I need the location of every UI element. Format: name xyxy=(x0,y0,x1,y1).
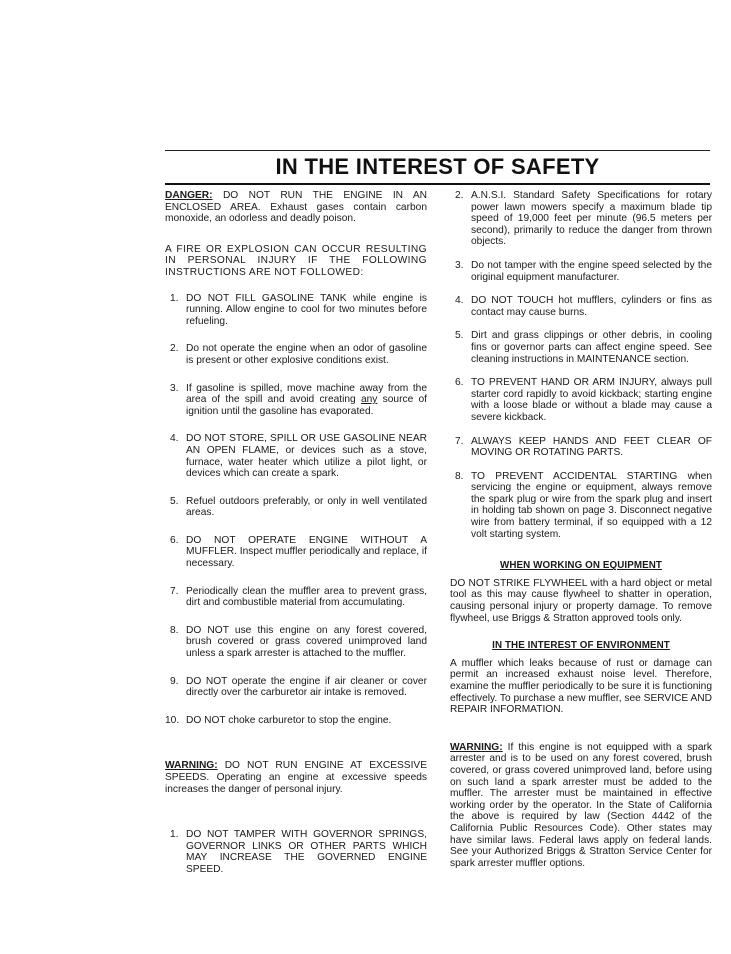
warning-label: WARNING: xyxy=(450,741,503,753)
environment-heading: IN THE INTEREST OF ENVIRONMENT xyxy=(492,640,670,652)
list-item: 2. A.N.S.I. Standard Safety Specifications for rotary power lawn mowers specify a maximum blade tip speed of 19,000 feet per minute (96.5 meters per second), primarily to reduce the danger from thrown objects. xyxy=(455,190,712,248)
list-item: 1. DO NOT FILL GASOLINE TANK while engine is running. Allow engine to cool for two minutes before refueling. xyxy=(170,292,427,327)
list-item: 9. DO NOT operate the engine if air cleaner or cover directly over the carburetor air intake is removed. xyxy=(170,675,427,699)
list-item: 4. DO NOT TOUCH hot mufflers, cylinders or fins as contact may cause burns. xyxy=(455,295,712,318)
warning-text: If this engine is not equipped with a spark arrester and is to be used on any forest covered, brush covered, or grass covered unimproved land, before using on such land a spark arrester must be added to the muffler. The arrester must be maintained in effective working order by the operator. In the State of California the above is required by law (Section 4442 of the California Public Resources Code). Other states may have similar laws. Federal laws apply on federal lands. See your Authorized Briggs & Stratton Service Center for spark arrester muffler options. xyxy=(450,741,712,869)
list-item: 7. ALWAYS KEEP HANDS AND FEET CLEAR OF MOVING OR ROTATING PARTS. xyxy=(455,435,712,459)
list-item: 5. Dirt and grass clippings or other debris, in cooling fins or governor parts can affect engine speed. See cleaning instructions in MAINTENANCE section. xyxy=(455,330,712,365)
safety-list-continued xyxy=(450,190,712,540)
governor-item: 1. DO NOT TAMPER WITH GOVERNOR SPRINGS, GOVERNOR LINKS OR OTHER PARTS WHICH MAY INCREASE THE GOVERNED ENGINE SPEED. xyxy=(170,829,427,875)
list-item: 8. DO NOT use this engine on any forest covered, brush covered or grass covered unimproved land unless a spark arrester is attached to the muffler. xyxy=(170,624,427,660)
list-item: 5. Refuel outdoors preferably, or only in well ventilated areas. xyxy=(170,495,427,519)
list-item: 3. If gasoline is spilled, move machine away from the area of the spill and avoid creating any source of ignition until the gasoline has evaporated. xyxy=(170,382,427,417)
warning-label: WARNING: xyxy=(165,760,218,772)
list-item: 7. Periodically clean the muffler area to prevent grass, dirt and combustible material from accumulating. xyxy=(170,585,427,609)
title-rule-top xyxy=(165,150,710,151)
list-item: 6. TO PREVENT HAND OR ARM INJURY, always pull starter cord rapidly to avoid kickback; starting engine with a loose blade or without a blade may cause a severe kickback. xyxy=(455,377,712,423)
list-item: 3. Do not tamper with the engine speed selected by the original equipment manufacturer. xyxy=(455,259,712,283)
danger-text: DO NOT RUN THE ENGINE IN AN ENCLOSED AREA. Exhaust gases contain carbon monoxide, an odorless and deadly poison. xyxy=(165,190,427,225)
page-title: IN THE INTEREST OF SAFETY xyxy=(275,154,600,179)
equipment-heading: WHEN WORKING ON EQUIPMENT xyxy=(500,560,662,572)
fire-warning-paragraph: A FIRE OR EXPLOSION CAN OCCUR RESULTING IN PERSONAL INJURY IF THE FOLLOWING INSTRUCTIONS ARE NOT FOLLOWED: xyxy=(165,243,427,278)
list-item: 10. DO NOT choke carburetor to stop the engine. xyxy=(165,714,392,726)
speed-warning-paragraph xyxy=(165,760,427,795)
list-item: 2. Do not operate the engine when an odor of gasoline is present or other explosive conditions exist. xyxy=(170,343,427,366)
title-rule-bottom xyxy=(165,183,710,185)
danger-label: DANGER: xyxy=(165,190,213,201)
spark-arrester-warning-paragraph xyxy=(450,742,712,870)
environment-paragraph: A muffler which leaks because of rust or damage can permit an increased exhaust noise level. Therefore, examine the muffler periodically to be sure it is functioning effectively. To purchase a new muffler, see SERVICE AND REPAIR INFORMATION. xyxy=(450,657,712,716)
right-column xyxy=(450,190,712,869)
left-column xyxy=(165,190,427,876)
list-item: 8. TO PREVENT ACCIDENTAL STARTING when servicing the engine or equipment, always remove the spark plug or wire from the spark plug and insert in holding tab shown on page 3. Disconnect negative wire from battery terminal, if so equipped with a 12 volt starting system. xyxy=(455,470,712,540)
list-item: 6. DO NOT OPERATE ENGINE WITHOUT A MUFFLER. Inspect muffler periodically and replace, if necessary. xyxy=(170,534,428,570)
fire-safety-list xyxy=(165,293,427,727)
list-item: 4. DO NOT STORE, SPILL OR USE GASOLINE NEAR AN OPEN FLAME, or devices such as a stove, furnace, water heater which utilize a pilot light, or devices which can create a spark. xyxy=(170,433,427,480)
equipment-paragraph: DO NOT STRIKE FLYWHEEL with a hard object or metal tool as this may cause flywheel to shatter in operation, causing personal injury or property damage. To remove flywheel, use Briggs & Stratton approved tools only. xyxy=(450,577,712,624)
warning-text: DO NOT RUN ENGINE AT EXCESSIVE SPEEDS. Operating an engine at excessive speeds increases the danger of personal injury. xyxy=(165,760,427,795)
danger-paragraph xyxy=(165,190,427,225)
